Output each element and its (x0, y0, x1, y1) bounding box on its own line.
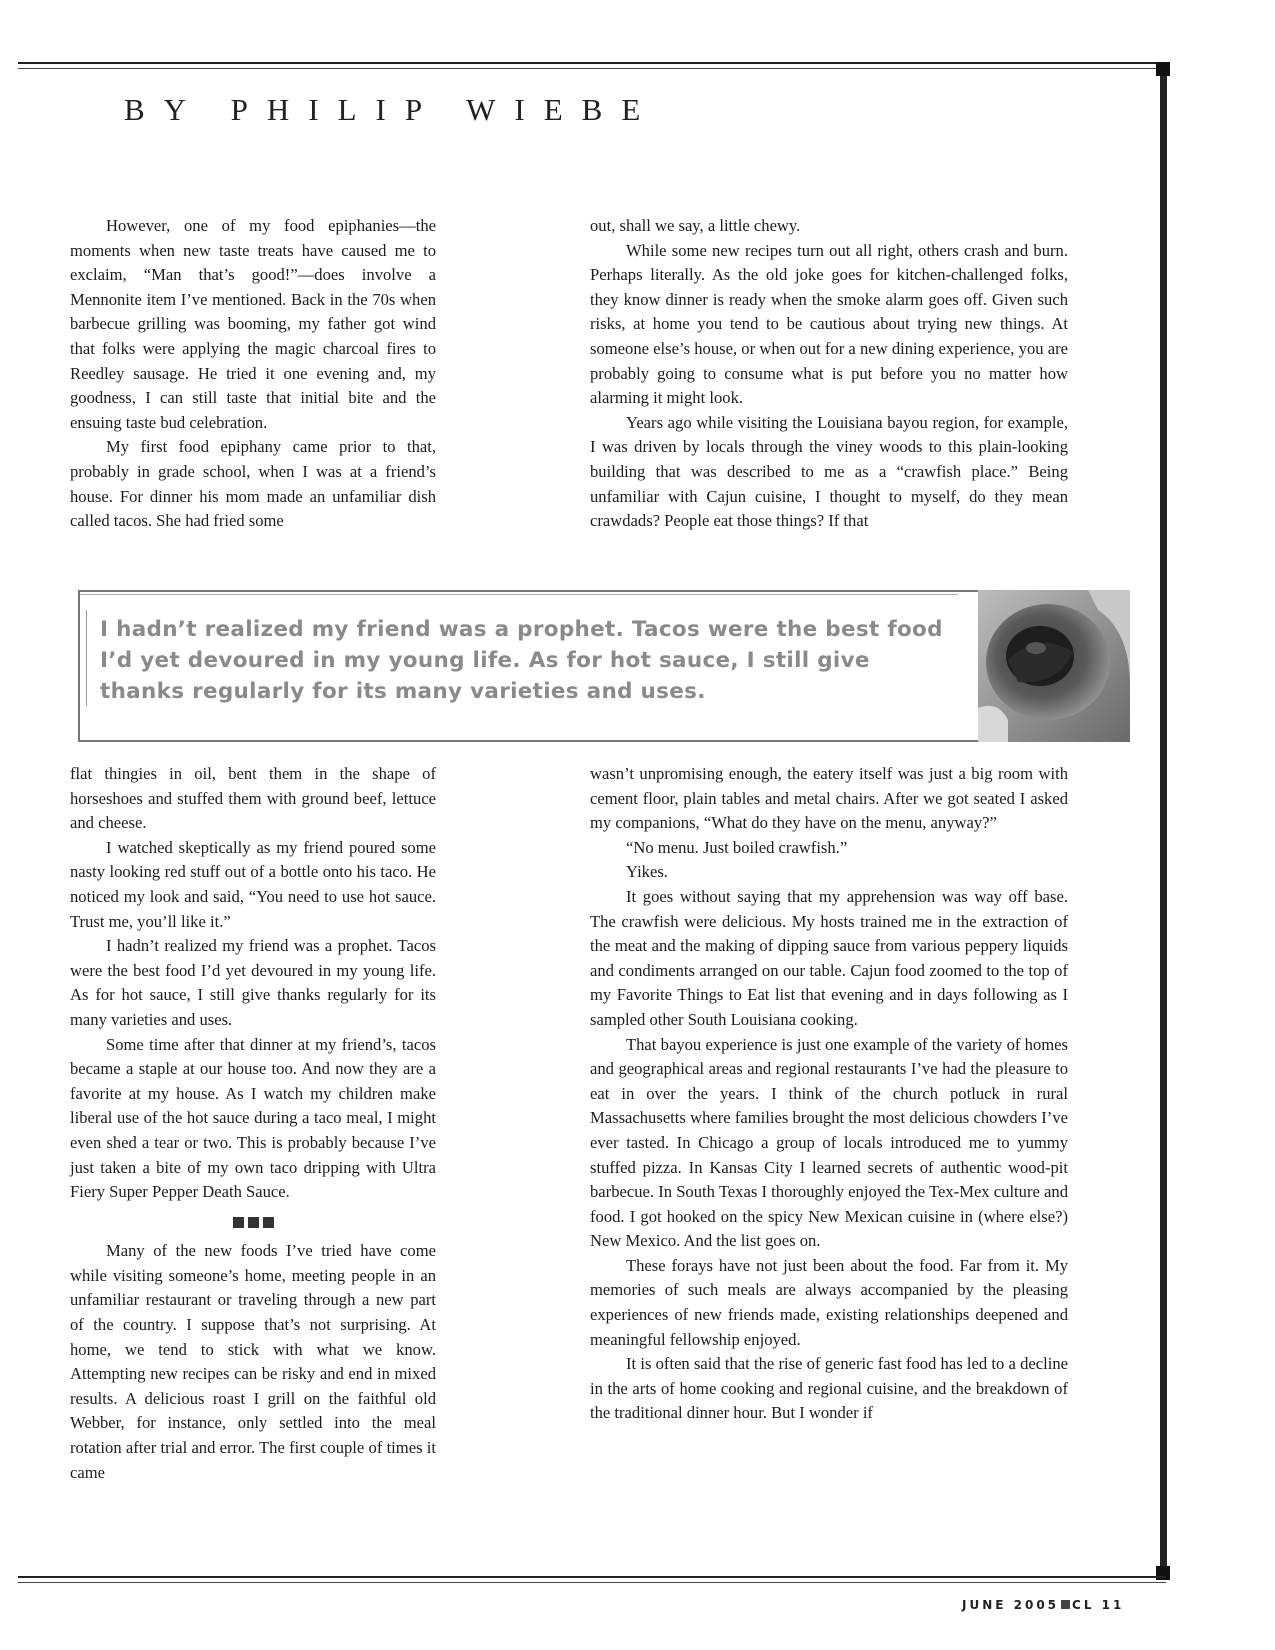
top-rule (18, 62, 1166, 64)
column-left-bottom (70, 762, 436, 1485)
taco-photo (978, 590, 1130, 742)
folio-date: JUNE 2005 (962, 1598, 1060, 1612)
paragraph: Years ago while visiting the Louisiana bayou region, for example, I was driven by locals through the viney woods to this plain-looking building that was described to me as a “crawfish place.” Being unfamiliar with Cajun cuisine, I thought to myself, do they mean crawdads? People eat those things? If that (590, 412, 1068, 531)
column-right-top (590, 214, 1068, 534)
folio-page: CL 11 (1072, 1598, 1125, 1612)
paragraph: Many of the new foods I’ve tried have come while visiting someone’s home, meeting people in an unfamiliar restaurant or traveling through a new part of the country. I suppose that’s not surprising. At home, we tend to stick with what we know. Attempting new recipes can be risky and end in mixed results. A delicious roast I grill on the faithful old Webber, for instance, only settled into the meal rotation after trial and error. The first couple of times it came (70, 1241, 436, 1482)
pull-quote-text: I hadn’t realized my friend was a prophet. Tacos were the best food I’d yet devoured in my young life. As for hot sauce, I still give thanks regularly for its many varieties and uses. (100, 617, 943, 704)
page-folio (962, 1598, 1124, 1612)
section-break (70, 1211, 436, 1236)
paragraph: Yikes. (626, 862, 668, 882)
top-rule-thin (18, 68, 1166, 69)
paragraph: It goes without saying that my apprehension was way off base. The crawfish were delicious. My hosts trained me in the extraction of the meat and the making of dipping sauce from various peppery liquids and condiments arranged on our table. Cajun food zoomed to the top of my Favorite Things to Eat list that evening and in days following as I sampled other South Louisiana cooking. (590, 886, 1068, 1029)
pull-quote-rule-top-thin (78, 594, 958, 595)
folio-separator-square (1061, 1600, 1070, 1609)
column-left-top (70, 214, 436, 534)
pull-quote-rule-bottom (78, 740, 1130, 742)
paragraph: That bayou experience is just one example of the variety of homes and geographical areas and regional restaurants I’ve had the pleasure to eat in over the years. I think of the church potluck in rural Massachusetts where families brought the most delicious chowders I’ve ever tasted. In Chicago a group of locals introduced me to yummy stuffed pizza. In Kansas City I learned secrets of authentic wood-pit barbecue. In South Texas I thoroughly enjoyed the Tex-Mex culture and food. I got hooked on the spicy New Mexican cuisine in (where else?) New Mexico. And the list goes on. (590, 1034, 1068, 1251)
section-break-square (248, 1217, 259, 1228)
paragraph: I watched skeptically as my friend poured some nasty looking red stuff out of a bottle onto his taco. He noticed my look and said, “You need to use hot sauce. Trust me, you’ll like it.” (70, 837, 436, 931)
paragraph: flat thingies in oil, bent them in the shape of horseshoes and stuffed them with ground beef, lettuce and cheese. (70, 764, 436, 833)
section-break-square (233, 1217, 244, 1228)
pull-quote-rule-left (78, 590, 80, 742)
paragraph: I hadn’t realized my friend was a prophet. Tacos were the best food I’d yet devoured in my young life. As for hot sauce, I still give thanks regularly for its many varieties and uses. (70, 936, 436, 1029)
bottom-rule (18, 1576, 1166, 1578)
column-right-bottom (590, 762, 1068, 1426)
paragraph: Some time after that dinner at my friend’s, tacos became a staple at our house too. And now they are a favorite at my house. As I watch my children make liberal use of the hot sauce during a taco meal, I might even shed a tear or two. This is probably because I’ve just taken a bite of my own taco dripping with Ultra Fiery Super Pepper Death Sauce. (70, 1034, 436, 1202)
paragraph: While some new recipes turn out all right, others crash and burn. Perhaps literally. As the old joke goes for kitchen-challenged folks, they know dinner is ready when the smoke alarm goes off. Given such risks, at home you tend to be cautious about trying new things. At someone else’s house, or when out for a new dining experience, you are probably going to consume what is put before you no matter how alarming it might look. (590, 240, 1068, 408)
paragraph: wasn’t unpromising enough, the eatery itself was just a big room with cement floor, plain tables and metal chairs. After we got seated I asked my companions, “What do they have on the menu, anyway?” (590, 764, 1068, 833)
paragraph: out, shall we say, a little chewy. (590, 216, 801, 235)
pull-quote-rule-top (78, 590, 978, 592)
bottom-rule-thin (18, 1582, 1166, 1583)
paragraph: However, one of my food epiphanies—the moments when new taste treats have caused me to exclaim, “Man that’s good!”—does involve a Mennonite item I’ve mentioned. Back in the 70s when barbecue grilling was booming, my father got wind that folks were applying the magic charcoal fires to Reedley sausage. He tried it one evening and, my goodness, I can still taste that initial bite and the ensuing taste bud celebration. (70, 216, 436, 432)
taco-photo-image (978, 590, 1130, 742)
paragraph: These forays have not just been about the food. Far from it. My memories of such meals are always accompanied by the pleasing experiences of new friends made, existing relationships deepened and meaningful fellowship enjoyed. (590, 1255, 1068, 1349)
right-bar-top-cap (1156, 62, 1170, 76)
section-break-square (263, 1217, 274, 1228)
right-margin-bar (1160, 62, 1167, 1580)
pull-quote-box (78, 590, 1130, 748)
paragraph: It is often said that the rise of generic fast food has led to a decline in the arts of home cooking and regional cuisine, and the breakdown of the traditional dinner hour. But I wonder if (590, 1354, 1068, 1423)
paragraph: My first food epiphany came prior to that, probably in grade school, when I was at a friend’s house. For dinner his mom made an unfamiliar dish called tacos. She had fried some (70, 437, 436, 531)
pull-quote-rule-left-thin (86, 610, 87, 706)
byline: BY PHILIP WIEBE (124, 92, 660, 127)
paragraph: “No menu. Just boiled crawfish.” (626, 837, 848, 857)
